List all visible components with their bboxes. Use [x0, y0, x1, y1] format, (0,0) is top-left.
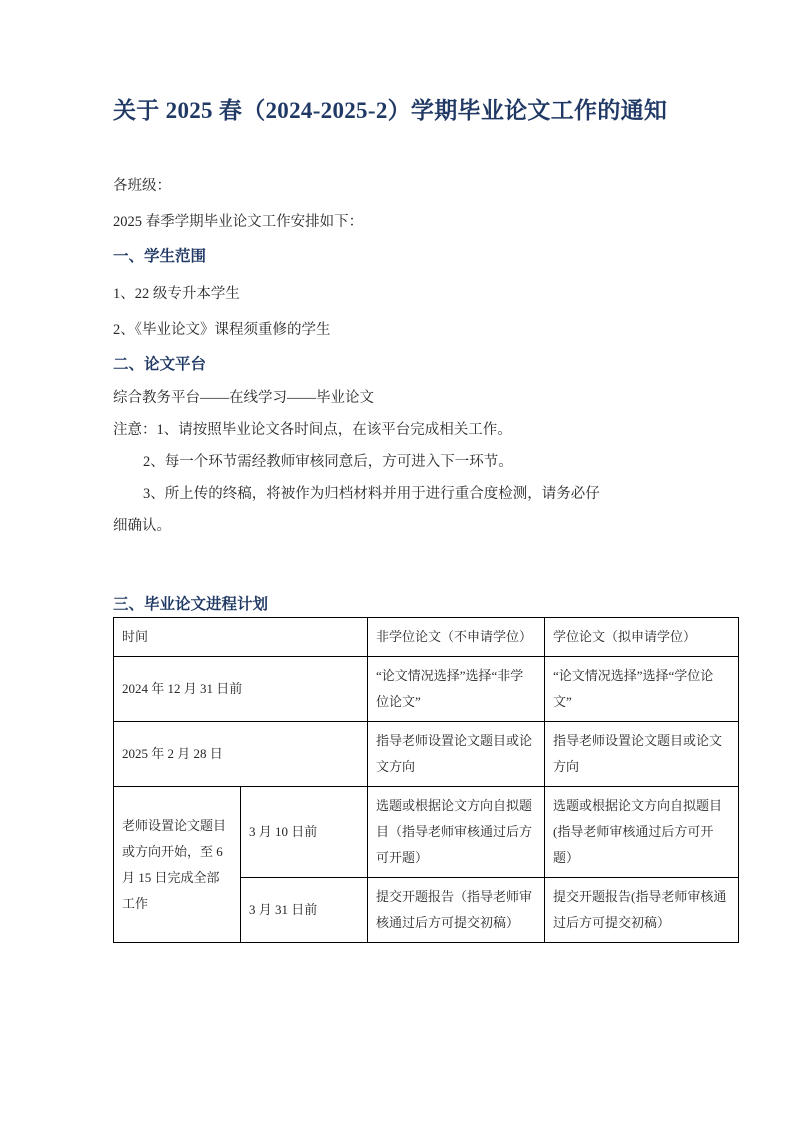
row1-time: 2024 年 12 月 31 日前	[114, 657, 368, 722]
row3-time-merged: 老师设置论文题目或方向开始，至 6 月 15 日完成全部工作	[114, 787, 241, 943]
table-header-degree: 学位论文（拟申请学位）	[545, 618, 739, 657]
row4-non-degree: 提交开题报告（指导老师审核通过后方可提交初稿）	[368, 878, 545, 943]
row2-non-degree: 指导老师设置论文题目或论文方向	[368, 722, 545, 787]
table-row	[114, 657, 739, 722]
row2-time: 2025 年 2 月 28 日	[114, 722, 368, 787]
table-header-time: 时间	[114, 618, 368, 657]
table-row	[114, 787, 739, 878]
intro-paragraph: 2025 春季学期毕业论文工作安排如下：	[113, 214, 364, 230]
row3-subdate: 3 月 10 日前	[241, 787, 368, 878]
table-header-row	[114, 618, 739, 657]
section1-item-2: 2、《毕业论文》课程须重修的学生	[113, 322, 331, 338]
section2-note-3: 3、所上传的终稿，将被作为归档材料并用于进行重合度检测，请务必仔	[143, 486, 600, 502]
section1-item-1: 1、22 级专升本学生	[113, 286, 240, 302]
page-title: 关于 2025 春（2024-2025-2）学期毕业论文工作的通知	[113, 98, 668, 123]
thesis-schedule-table	[113, 617, 739, 943]
row4-subdate: 3 月 31 日前	[241, 878, 368, 943]
row3-non-degree: 选题或根据论文方向自拟题目（指导老师审核通过后方可开题）	[368, 787, 545, 878]
row2-degree: 指导老师设置论文题目或论文方向	[545, 722, 739, 787]
document-body	[113, 170, 693, 542]
section-heading-2: 二、论文平台	[113, 356, 207, 373]
table-header-non-degree: 非学位论文（不申请学位）	[368, 618, 545, 657]
row3-degree: 选题或根据论文方向自拟题目(指导老师审核通过后方可开题）	[545, 787, 739, 878]
row1-degree: “论文情况选择”选择“学位论文”	[545, 657, 739, 722]
salutation: 各班级：	[113, 178, 171, 194]
row1-non-degree: “论文情况选择”选择“非学位论文”	[368, 657, 545, 722]
section2-platform-path: 综合教务平台——在线学习——毕业论文	[113, 390, 374, 406]
section-heading-1: 一、学生范围	[113, 248, 207, 265]
section2-note-2: 2、每一个环节需经教师审核同意后，方可进入下一环节。	[143, 454, 513, 470]
section-heading-3: 三、毕业论文进程计划	[113, 596, 269, 613]
row4-degree: 提交开题报告(指导老师审核通过后方可提交初稿）	[545, 878, 739, 943]
section2-note-3-cont: 细确认。	[113, 518, 171, 534]
section2-note-1: 注意：1、请按照毕业论文各时间点，在该平台完成相关工作。	[113, 422, 512, 438]
table-row	[114, 722, 739, 787]
